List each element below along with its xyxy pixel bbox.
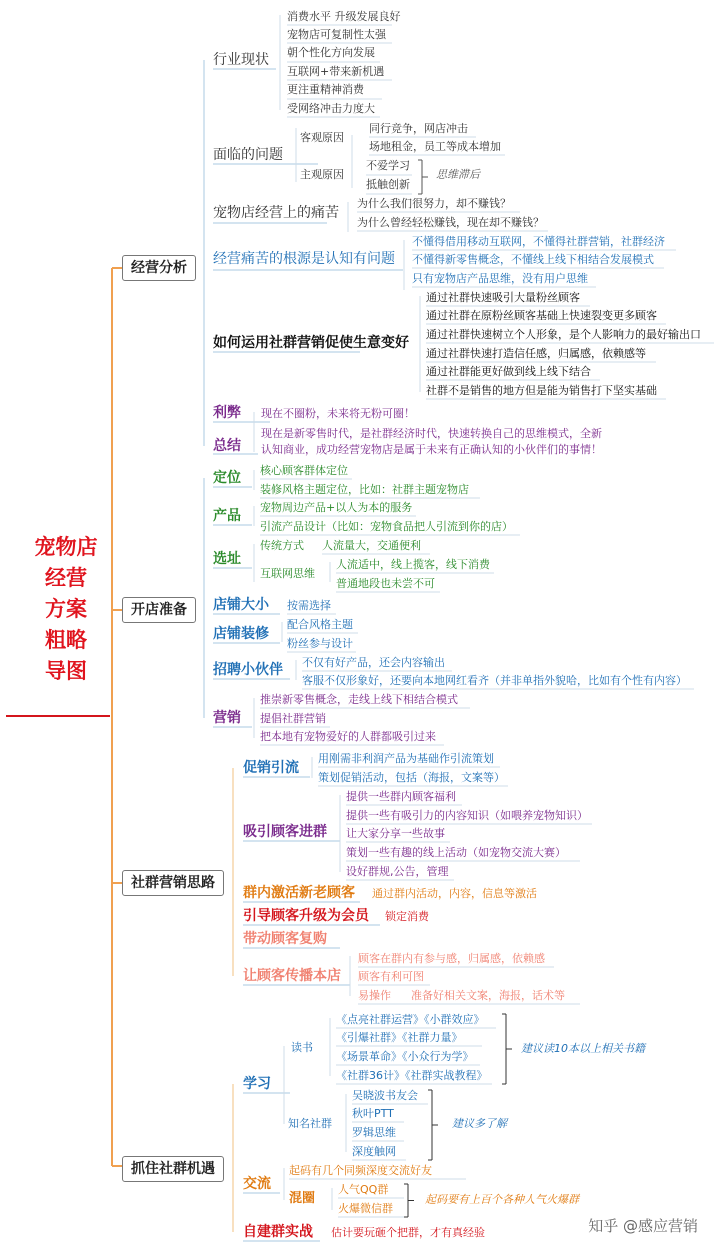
topic-problems[interactable]: 面临的问题 xyxy=(213,147,283,163)
leaf: 为什么曾经轻松赚钱，现在却不赚钱？ xyxy=(357,216,544,229)
topic-location[interactable]: 选址 xyxy=(213,551,241,567)
leaf: 人气QQ群 xyxy=(338,1183,389,1196)
leaf: 引流产品设计（比如：宠物食品把人引流到你的店） xyxy=(260,520,513,533)
topic-promotion[interactable]: 促销引流 xyxy=(243,760,299,776)
topic-root-cause[interactable]: 经营痛苦的根源是认知有问题 xyxy=(213,251,395,267)
topic-attract-customers[interactable]: 吸引顾客进群 xyxy=(243,824,327,840)
leaf: 锁定消费 xyxy=(385,910,429,923)
leaf: 吴晓波书友会 xyxy=(352,1089,418,1102)
leaf: 通过社群在原粉丝顾客基础上快速裂变更多顾客 xyxy=(426,309,657,322)
group-label: 混圈 xyxy=(289,1191,316,1206)
leaf: 把本地有宠物爱好的人群都吸引过来 xyxy=(260,730,436,743)
leaf: 同行竞争，网店冲击 xyxy=(369,122,468,135)
leaf: 深度触网 xyxy=(352,1145,396,1158)
topic-recruit[interactable]: 招聘小伙伴 xyxy=(213,662,283,678)
topic-build-group[interactable]: 自建群实战 xyxy=(243,1224,313,1240)
main-branch-seize-opportunity[interactable]: 抓住社群机遇 xyxy=(122,1156,224,1182)
leaf: 抵触创新 xyxy=(366,178,410,191)
leaf: 顾客在群内有参与感，归属感，依赖感 xyxy=(358,952,545,965)
root-title-line: 宠物店 xyxy=(34,535,98,559)
leaf: 估计要玩砸个把群，才有真经验 xyxy=(331,1226,485,1239)
main-branch-operation-analysis[interactable]: 经营分析 xyxy=(122,255,196,281)
leaf: 秋叶PTT xyxy=(352,1107,394,1120)
leaf: 顾客有利可图 xyxy=(358,970,424,983)
main-branch-community-marketing[interactable]: 社群营销思路 xyxy=(122,870,224,896)
group-label: 客观原因 xyxy=(300,131,344,144)
root-title-line: 导图 xyxy=(45,659,87,683)
leaf: 朝个性化方向发展 xyxy=(287,46,375,59)
leaf: 《社群36计》《社群实战教程》 xyxy=(336,1069,488,1082)
leaf: 推崇新零售概念，走线上线下相结合模式 xyxy=(260,693,458,706)
leaf: 提供一些有吸引力的内容知识（如喂养宠物知识） xyxy=(346,809,588,822)
topic-how-to[interactable]: 如何运用社群营销促使生意变好 xyxy=(213,335,409,351)
leaf: 《场景革命》《小众行为学》 xyxy=(336,1050,474,1063)
leaf: 装修风格主题定位，比如：社群主题宠物店 xyxy=(260,483,469,496)
leaf: 策划促销活动，包括（海报，文案等） xyxy=(318,771,505,784)
leaf: 火爆微信群 xyxy=(338,1202,393,1215)
leaf: 不懂得借用移动互联网，不懂得社群营销，社群经济 xyxy=(412,235,665,248)
group-label: 主观原因 xyxy=(300,168,344,181)
leaf: 提供一些群内顾客福利 xyxy=(346,790,456,803)
leaf: 按需选择 xyxy=(287,599,331,612)
leaf: 通过社群快速打造信任感，归属感，依赖感等 xyxy=(426,347,646,360)
leaf: 为什么我们很努力，却不赚钱？ xyxy=(357,197,511,210)
topic-product[interactable]: 产品 xyxy=(213,508,241,524)
leaf: 人流量大，交通便利 xyxy=(322,539,421,552)
root-title-line: 方案 xyxy=(45,597,87,621)
leaf: 提倡社群营销 xyxy=(260,712,326,725)
leaf: 客服不仅形象好，还要向本地网红看齐（并非单指外貌哈，比如有个性有内容） xyxy=(302,674,687,687)
leaf: 更注重精神消费 xyxy=(287,83,364,96)
leaf: 互联网+带来新机遇 xyxy=(287,65,385,78)
group-label: 读书 xyxy=(291,1041,313,1054)
leaf: 不懂得新零售概念，不懂线上线下相结合发展模式 xyxy=(412,253,654,266)
topic-pains[interactable]: 宠物店经营上的痛苦 xyxy=(213,205,339,221)
leaf: 配合风格主题 xyxy=(287,618,353,631)
leaf: 策划一些有趣的线上活动（如宠物交流大赛） xyxy=(346,846,566,859)
leaf: 易操作 xyxy=(358,989,391,1002)
watermark: 知乎 @感应营销 xyxy=(588,1217,698,1235)
topic-membership[interactable]: 引导顾客升级为会员 xyxy=(243,908,369,924)
note: 建议多了解 xyxy=(452,1117,507,1130)
group-label: 互联网思维 xyxy=(260,567,315,580)
topic-repurchase[interactable]: 带动顾客复购 xyxy=(243,931,327,947)
leaf: 准备好相关文案，海报，话术等 xyxy=(411,989,565,1002)
leaf: 普通地段也未尝不可 xyxy=(336,577,435,590)
root-title[interactable] xyxy=(20,532,112,687)
leaf: 核心顾客群体定位 xyxy=(260,464,348,477)
leaf: 设好群规,公告，管理 xyxy=(346,865,449,878)
leaf: 现在是新零售时代，是社群经济时代，快速转换自己的思维模式，全新 xyxy=(261,427,602,440)
leaf: 不爱学习 xyxy=(366,159,410,172)
leaf: 消费水平 升级发展良好 xyxy=(287,10,401,23)
main-branch-store-prep[interactable]: 开店准备 xyxy=(122,597,196,623)
note: 建议读10本以上相关书籍 xyxy=(521,1042,645,1055)
topic-pros-cons[interactable]: 利弊 xyxy=(213,405,241,421)
leaf: 受网络冲击力度大 xyxy=(287,102,375,115)
leaf: 人流适中，线上揽客，线下消费 xyxy=(336,558,490,571)
topic-activate[interactable]: 群内激活新老顾客 xyxy=(243,885,355,901)
note: 起码要有上百个各种人气火爆群 xyxy=(425,1193,579,1206)
leaf: 社群不是销售的地方但是能为销售打下坚实基础 xyxy=(426,384,657,397)
topic-summary[interactable]: 总结 xyxy=(213,438,241,454)
leaf: 通过社群快速树立个人形象，是个人影响力的最好输出口 xyxy=(426,328,701,341)
leaf: 通过群内活动，内容，信息等激活 xyxy=(372,887,537,900)
leaf: 《引爆社群》《社群力量》 xyxy=(336,1031,463,1044)
topic-marketing[interactable]: 营销 xyxy=(213,710,241,726)
topic-decoration[interactable]: 店铺装修 xyxy=(213,626,269,642)
leaf: 通过社群能更好做到线上线下结合 xyxy=(426,365,591,378)
leaf: 起码有几个同频深度交流好友 xyxy=(289,1164,432,1177)
leaf: 不仅有好产品，还会内容输出 xyxy=(302,656,445,669)
leaf: 让大家分享一些故事 xyxy=(346,827,445,840)
leaf: 只有宠物店产品思维，没有用户思维 xyxy=(412,272,588,285)
root-title-line: 经营 xyxy=(45,566,87,590)
topic-store-size[interactable]: 店铺大小 xyxy=(213,597,269,613)
topic-learning[interactable]: 学习 xyxy=(243,1076,271,1092)
leaf: 《点亮社群运营》《小群效应》 xyxy=(336,1013,485,1026)
leaf: 宠物周边产品+以人为本的服务 xyxy=(260,501,413,514)
leaf: 用刚需非利润产品为基础作引流策划 xyxy=(318,752,494,765)
leaf: 现在不圈粉，未来将无粉可圈！ xyxy=(261,407,415,420)
note: 思维滞后 xyxy=(436,168,480,181)
root-title-line: 粗略 xyxy=(45,628,87,652)
group-label: 知名社群 xyxy=(288,1117,332,1130)
topic-industry-status[interactable]: 行业现状 xyxy=(213,52,269,68)
topic-spread[interactable]: 让顾客传播本店 xyxy=(243,968,341,984)
leaf: 通过社群快速吸引大量粉丝顾客 xyxy=(426,291,580,304)
topic-positioning[interactable]: 定位 xyxy=(213,470,241,486)
leaf: 粉丝参与设计 xyxy=(287,637,353,650)
leaf: 场地租金，员工等成本增加 xyxy=(369,140,501,153)
topic-exchange[interactable]: 交流 xyxy=(243,1176,271,1192)
group-label: 传统方式 xyxy=(260,539,304,552)
leaf: 认知商业，成功经营宠物店是属于未来有正确认知的小伙伴们的事情！ xyxy=(261,443,602,456)
leaf: 罗辑思维 xyxy=(352,1126,396,1139)
leaf: 宠物店可复制性太强 xyxy=(287,28,386,41)
